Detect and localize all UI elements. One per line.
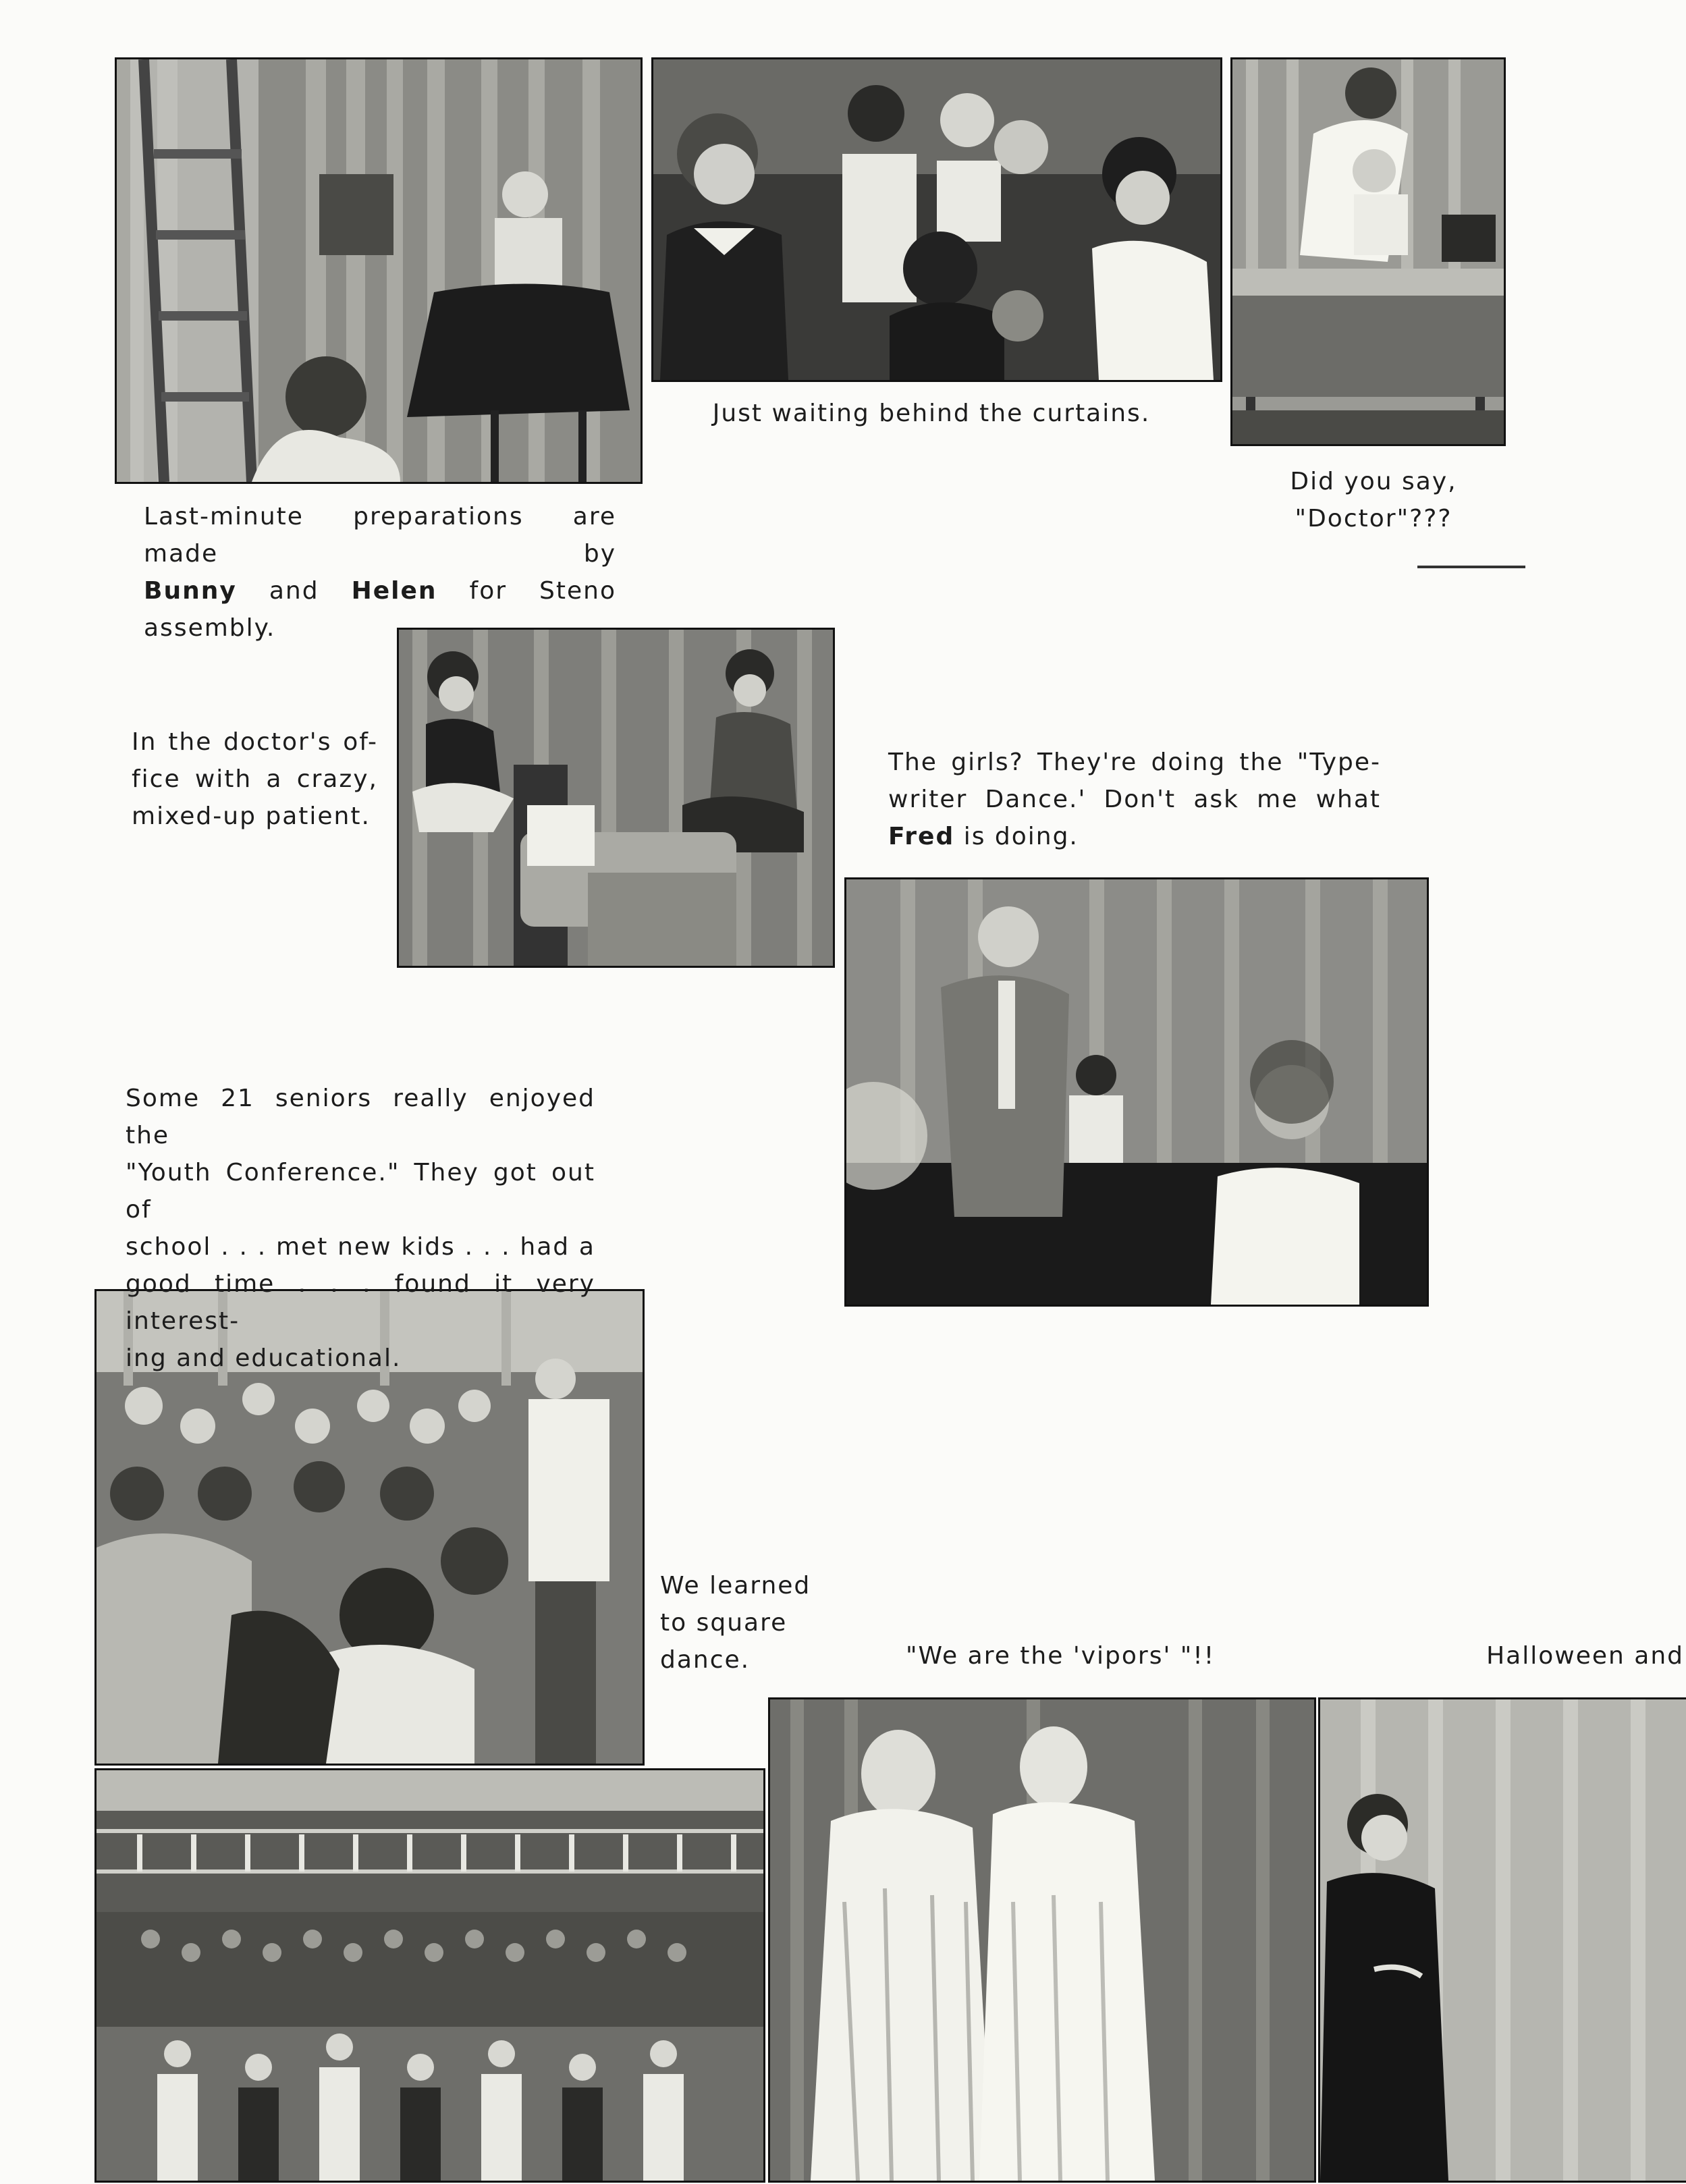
doctor-office-line1: In the doctor's of-	[132, 728, 378, 756]
square-dance-gym-photo	[94, 1768, 765, 2183]
curtains-caption	[688, 395, 1174, 432]
name-fred: Fred	[888, 823, 955, 850]
curtains-text: Just waiting behind the curtains.	[712, 400, 1151, 427]
and-text: and	[269, 577, 319, 605]
doctor-question-caption	[1245, 463, 1502, 537]
youth-line2: "Youth Conference." They got out of	[126, 1159, 595, 1224]
youth-line3: school . . . met new kids . . . had a	[126, 1233, 595, 1261]
typewriter-line2: writer Dance.' Don't ask me what	[888, 786, 1381, 813]
name-helen: Helen	[351, 577, 437, 605]
steno-prep-caption	[144, 498, 616, 647]
doctor-office-line3: mixed-up patient.	[132, 802, 371, 830]
ladder-stage-photo	[115, 57, 643, 484]
square-line1: We learned	[660, 1572, 811, 1600]
doctor-q-line1: Did you say,	[1290, 468, 1457, 495]
square-dance-caption	[660, 1567, 822, 1678]
doctor-office-line2: fice with a crazy,	[132, 765, 378, 793]
vipors-text: "We are the 'vipors' "!!	[906, 1642, 1216, 1670]
square-line3: dance.	[660, 1646, 751, 1674]
doctor-desk-photo	[1230, 57, 1506, 446]
typewriter-dance-photo	[844, 877, 1429, 1307]
vipors-caption	[906, 1637, 1284, 1674]
halloween-woman-photo	[1318, 1697, 1686, 2183]
youth-line1: Some 21 seniors really enjoyed the	[126, 1085, 595, 1149]
typewriter-dance-caption	[888, 744, 1381, 855]
scan-artifact	[1417, 566, 1525, 568]
typewriter-line3	[888, 818, 1381, 855]
youth-conference-caption	[126, 1080, 595, 1377]
backstage-girls-photo	[651, 57, 1222, 382]
typewriter-line1: The girls? They're doing the "Type-	[888, 748, 1381, 776]
name-bunny: Bunny	[144, 577, 237, 605]
youth-line4: good time . . . found it very interest-	[126, 1270, 595, 1335]
steno-rest: for Steno assembly.	[144, 577, 616, 642]
steno-prep-line2	[144, 572, 616, 647]
typewriter-rest: is doing.	[963, 823, 1079, 850]
halloween-caption	[1485, 1637, 1684, 1674]
doctor-office-skit-photo	[397, 628, 835, 968]
doctor-office-caption	[132, 724, 378, 835]
square-line2: to square	[660, 1609, 788, 1637]
doctor-q-line2: "Doctor"???	[1295, 505, 1452, 533]
youth-line5: ing and educational.	[126, 1344, 402, 1372]
halloween-text: Halloween and	[1486, 1642, 1684, 1670]
vipors-costume-photo	[768, 1697, 1316, 2183]
steno-prep-line1: Last-minute preparations are made by	[144, 503, 616, 568]
